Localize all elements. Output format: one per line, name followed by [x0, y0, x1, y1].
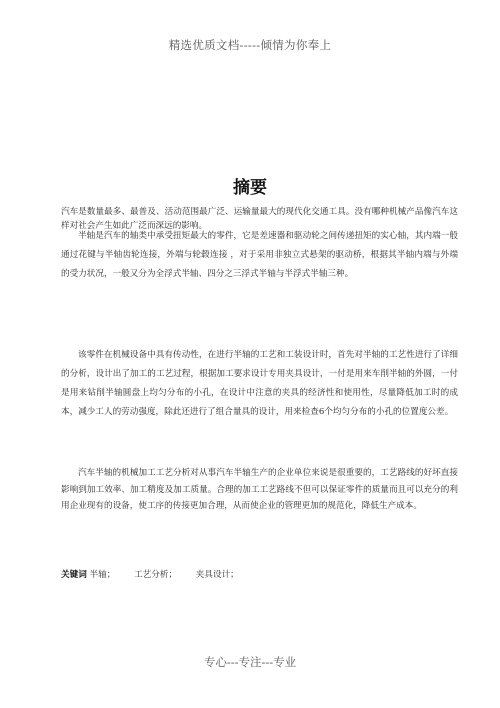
keywords-line: [61, 568, 458, 580]
abstract-paragraph-1: 汽车是数量最多、最普及、活动范围最广泛、运输量最大的现代化交通工具。没有哪种机械产品像汽车这样对社会产生如此广泛而深远的影响。: [61, 207, 458, 231]
keywords-label: 关键词: [61, 570, 87, 580]
abstract-paragraph-3: 该零件在机械设备中具有传动性，在进行半轴的工艺和工装设计时，首先对半轴的工艺性进行了详细的分析，设计出了加工的工艺过程，根据加工要求设计专用夹具设计，一付是用来车削半轴的外圆，一付是用来钻削半轴圆盘上均匀分布的小孔，在设计中注意的夹具的经济性和使用性，尽量降低加工时的成本，减少工人的劳动强度，除此还进行了组合量具的设计，用来检查6个均匀分布的小孔的位置度公差。: [61, 350, 458, 417]
page-header: 精选优质文档-----倾情为你奉上: [168, 38, 332, 52]
abstract-paragraph-2: 半轴是汽车的轴类中承受扭矩最大的零件，它是差速器和驱动轮之间传递扭矩的实心轴，其内端一般通过花键与半轴齿轮连接，外端与轮毂连接 ，对于采用非独立式悬架的驱动桥，根据其半轴内端与外端的受力状况，一般又分为全浮式半轴、四分之三浮式半轴与半浮式半轴三种。: [61, 231, 458, 279]
abstract-paragraph-4: 汽车半轴的机械加工工艺分析对从事汽车半轴生产的企业单位来说是很重要的，工艺路线的好坏直接影响到加工效率、加工精度及加工质量。合理的加工工艺路线不但可以保证零件的质量而且可以充分的利用企业现有的设备，使工序的传接更加合理，从而使企业的管理更加的规范化，降低生产成本。: [61, 468, 458, 511]
keyword-item: 夹具设计；: [195, 570, 239, 580]
abstract-title: 摘要: [233, 178, 267, 198]
keyword-item: 半轴；: [89, 570, 116, 580]
page-footer: 专心---专注---专业: [203, 655, 297, 669]
keyword-item: 工艺分析；: [134, 570, 178, 580]
